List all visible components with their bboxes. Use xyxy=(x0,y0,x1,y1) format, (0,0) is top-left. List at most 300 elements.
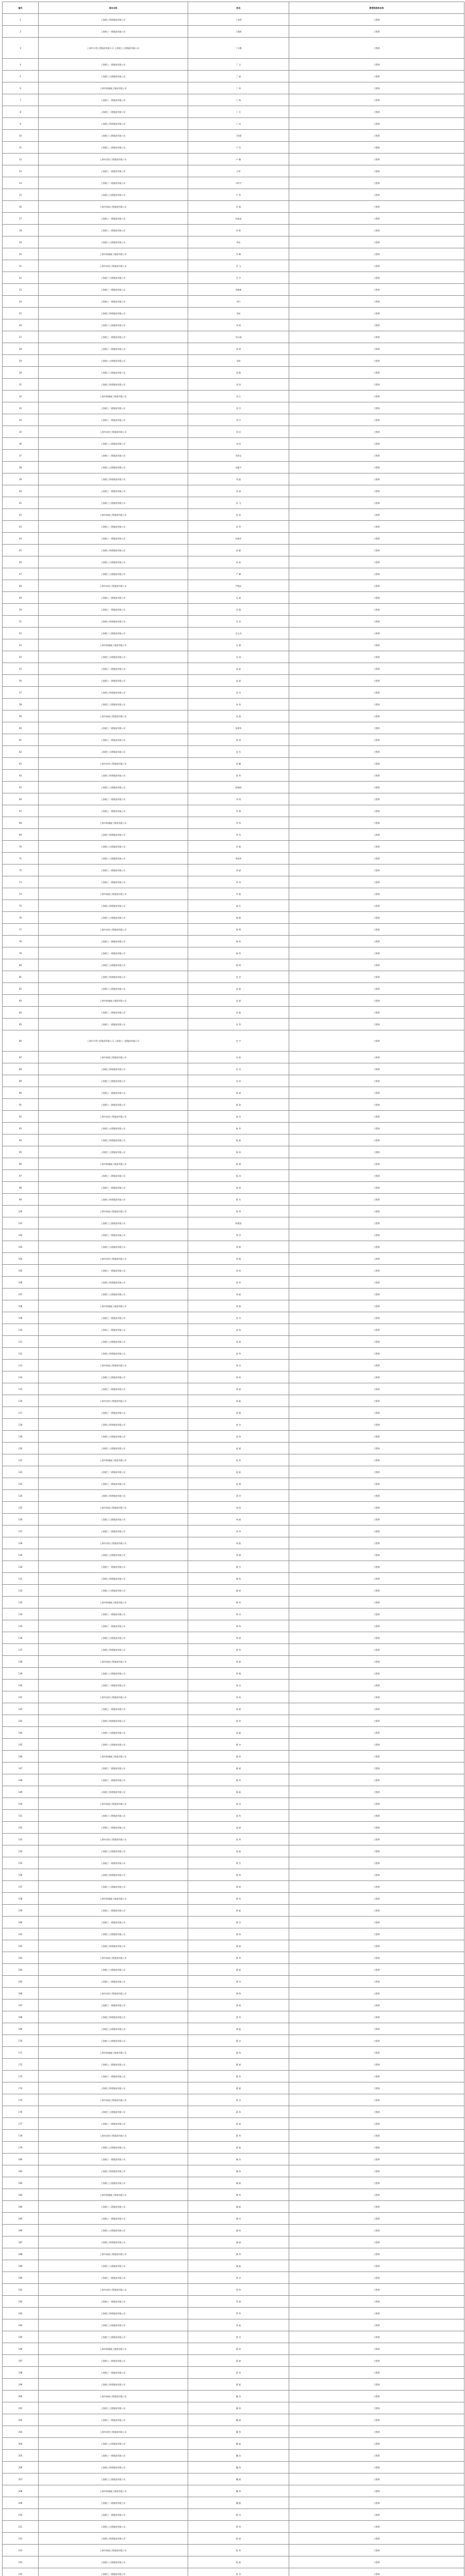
table-row xyxy=(3,1739,464,1751)
cell-name: 魏 磊 xyxy=(188,2497,289,2509)
table-row xyxy=(3,1419,464,1431)
cell-unit: 上海市机械施工集团有限公司 xyxy=(39,1158,188,1170)
cell-unit: 上海市基础工程集团有限公司 xyxy=(39,2094,188,2106)
table-row xyxy=(3,1881,464,1893)
cell-unit: 上海市基础工程集团有限公司 xyxy=(39,201,188,213)
table-row xyxy=(3,1007,464,1019)
cell-unit: 上海市水利工程集团有限公司 上海建工二建集团有限公司 xyxy=(39,1030,188,1052)
cell-no: 90 xyxy=(3,1087,39,1099)
cell-no: 140 xyxy=(3,1680,39,1691)
cell-no: 168 xyxy=(3,2011,39,2023)
cell-role: 工程师 xyxy=(289,71,464,82)
cell-no: 54 xyxy=(3,651,39,663)
cell-role: 工程师 xyxy=(289,1395,464,1407)
cell-no: 78 xyxy=(3,936,39,947)
cell-name: 魏 斌 xyxy=(188,2473,289,2485)
cell-role: 工程师 xyxy=(289,319,464,331)
table-row xyxy=(3,1573,464,1585)
cell-role: 工程师 xyxy=(289,1585,464,1597)
table-row xyxy=(3,651,464,663)
table-row xyxy=(3,936,464,947)
cell-no: 41 xyxy=(3,497,39,509)
table-row xyxy=(3,1312,464,1324)
cell-role: 工程师 xyxy=(289,438,464,450)
cell-unit: 上海建工五建集团有限公司 xyxy=(39,959,188,971)
cell-name: 姚 杰 xyxy=(188,1561,289,1573)
table-row xyxy=(3,1170,464,1182)
cell-unit: 上海建工五建集团有限公司 xyxy=(39,2319,188,2331)
cell-unit: 上海建工五建集团有限公司 xyxy=(39,355,188,367)
cell-unit: 上海建工二建集团有限公司 xyxy=(39,2059,188,2071)
cell-unit: 上海建工二建集团有限公司 xyxy=(39,2272,188,2284)
cell-no: 112 xyxy=(3,1348,39,1360)
table-row xyxy=(3,414,464,426)
cell-name: 赵 磊 xyxy=(188,1466,289,1478)
cell-unit: 上海建工五建集团有限公司 xyxy=(39,1727,188,1739)
cell-name: 杨 明 xyxy=(188,959,289,971)
cell-role: 工程师 xyxy=(289,165,464,177)
cell-role: 工程师 xyxy=(289,248,464,260)
cell-role: 工程师 xyxy=(289,2201,464,2213)
table-row xyxy=(3,1715,464,1727)
cell-unit: 上海建工四建集团有限公司 xyxy=(39,2379,188,2391)
cell-unit: 上海建工七建集团有限公司 xyxy=(39,367,188,379)
cell-unit: 上海市机械施工集团有限公司 xyxy=(39,995,188,1007)
cell-name: 顾 斌 xyxy=(188,1762,289,1774)
cell-unit: 上海市机械施工集团有限公司 xyxy=(39,2189,188,2201)
cell-no: 59 xyxy=(3,710,39,722)
cell-unit: 上海建工五建集团有限公司 xyxy=(39,189,188,201)
cell-unit: 上海建工二建集团有限公司 xyxy=(39,106,188,118)
cell-no: 190 xyxy=(3,2272,39,2284)
cell-unit: 上海建工一建集团有限公司 xyxy=(39,1620,188,1632)
cell-name: 薛 伟 xyxy=(188,2343,289,2355)
cell-role: 工程师 xyxy=(289,1360,464,1371)
cell-role: 工程师 xyxy=(289,2154,464,2165)
cell-unit: 上海建工二建集团有限公司 xyxy=(39,592,188,604)
cell-unit: 上海建工七建集团有限公司 xyxy=(39,1514,188,1526)
table-row xyxy=(3,1019,464,1030)
table-row xyxy=(3,2319,464,2331)
cell-no: 191 xyxy=(3,2284,39,2296)
cell-no: 110 xyxy=(3,1324,39,1336)
cell-unit: 上海建工二建集团有限公司 xyxy=(39,521,188,533)
cell-role: 工程师 xyxy=(289,651,464,663)
cell-unit: 上海建工五建集团有限公司 xyxy=(39,2142,188,2154)
table-row xyxy=(3,2355,464,2367)
cell-role: 工程师 xyxy=(289,1229,464,1241)
table-row xyxy=(3,379,464,391)
cell-no: 103 xyxy=(3,1241,39,1253)
table-row xyxy=(3,391,464,402)
cell-name: 丁天德 xyxy=(188,38,289,59)
cell-no: 186 xyxy=(3,2225,39,2236)
cell-unit: 上海建工一建集团有限公司 xyxy=(39,1182,188,1194)
cell-no: 88 xyxy=(3,1063,39,1075)
cell-no: 193 xyxy=(3,2308,39,2319)
cell-name: 高 杰 xyxy=(188,1798,289,1810)
cell-unit: 上海建工二建集团有限公司 xyxy=(39,1762,188,1774)
cell-name: 黄 华 xyxy=(188,1893,289,1905)
cell-no: 1 xyxy=(3,14,39,26)
cell-name: 魏 华 xyxy=(188,2485,289,2497)
cell-name: 孙 华 xyxy=(188,521,289,533)
cell-name: 孙建军 xyxy=(188,533,289,545)
cell-role: 工程师 xyxy=(289,888,464,900)
cell-no: 160 xyxy=(3,1917,39,1928)
cell-no: 84 xyxy=(3,1007,39,1019)
cell-no: 93 xyxy=(3,1123,39,1134)
cell-name: 陈 斌 xyxy=(188,1087,289,1099)
table-row xyxy=(3,1158,464,1170)
table-row xyxy=(3,450,464,462)
table-row xyxy=(3,2023,464,2035)
cell-unit: 上海建工四建集团有限公司 xyxy=(39,1715,188,1727)
table-row xyxy=(3,1431,464,1443)
cell-unit: 上海市机械施工集团有限公司 xyxy=(39,82,188,94)
cell-no: 120 xyxy=(3,1443,39,1454)
cell-role: 工程师 xyxy=(289,1419,464,1431)
table-row xyxy=(3,1514,464,1526)
cell-name: 杨 帆 xyxy=(188,912,289,924)
cell-name: 吴文杰 xyxy=(188,628,289,639)
cell-unit: 上海建工一建集团有限公司 xyxy=(39,876,188,888)
cell-name: 陈 俊 xyxy=(188,1099,289,1111)
table-row xyxy=(3,865,464,876)
cell-no: 151 xyxy=(3,1810,39,1822)
cell-no: 19 xyxy=(3,236,39,248)
cell-unit: 上海建工二建集团有限公司 xyxy=(39,1526,188,1537)
cell-name: 黄 伟 xyxy=(188,1869,289,1881)
cell-unit: 上海建工五建集团有限公司 xyxy=(39,2023,188,2035)
table-row xyxy=(3,2236,464,2248)
cell-name: 曹 杰 xyxy=(188,1917,289,1928)
cell-unit: 上海建工四建集团有限公司 xyxy=(39,2165,188,2177)
header-role: 教授级职称名称 xyxy=(289,2,464,14)
table-row xyxy=(3,1111,464,1123)
cell-unit: 上海市基础工程集团有限公司 xyxy=(39,2391,188,2402)
cell-name: 陈 磊 xyxy=(188,1134,289,1146)
table-row xyxy=(3,2391,464,2402)
table-row xyxy=(3,2272,464,2284)
table-row xyxy=(3,2438,464,2450)
table-row xyxy=(3,1644,464,1656)
cell-no: 60 xyxy=(3,722,39,734)
cell-role: 工程师 xyxy=(289,841,464,853)
cell-name: 黄 磊 xyxy=(188,1905,289,1917)
table-row xyxy=(3,1336,464,1348)
cell-unit: 上海市安装工程集团有限公司 xyxy=(39,2130,188,2142)
cell-unit: 上海建工二建集团有限公司 xyxy=(39,1680,188,1691)
cell-no: 61 xyxy=(3,734,39,746)
table-row xyxy=(3,2284,464,2296)
cell-role: 工程师 xyxy=(289,699,464,710)
cell-name: 谢 华 xyxy=(188,2189,289,2201)
cell-role: 工程师 xyxy=(289,2391,464,2402)
cell-unit: 上海建工七建集团有限公司 xyxy=(39,699,188,710)
cell-name: 张 磊 xyxy=(188,663,289,675)
table-row xyxy=(3,1976,464,1988)
cell-name: 潘 伟 xyxy=(188,2225,289,2236)
table-row xyxy=(3,142,464,154)
cell-name: 李 斌 xyxy=(188,865,289,876)
table-row xyxy=(3,1454,464,1466)
cell-name: 钱 斌 xyxy=(188,1703,289,1715)
cell-no: 144 xyxy=(3,1727,39,1739)
table-row xyxy=(3,675,464,687)
table-row xyxy=(3,1905,464,1917)
cell-role: 工程师 xyxy=(289,758,464,770)
cell-no: 181 xyxy=(3,2165,39,2177)
cell-role: 工程师 xyxy=(289,284,464,296)
cell-name: 蔡 伟 xyxy=(188,2284,289,2296)
cell-no: 179 xyxy=(3,2142,39,2154)
cell-name: 徐 伟 xyxy=(188,1620,289,1632)
cell-no: 35 xyxy=(3,426,39,438)
table-row xyxy=(3,2071,464,2082)
cell-no: 212 xyxy=(3,2533,39,2545)
cell-name: 刘 杰 xyxy=(188,402,289,414)
table-row xyxy=(3,2118,464,2130)
cell-unit: 上海市基础工程集团有限公司 xyxy=(39,1360,188,1371)
cell-unit: 上海建工七建集团有限公司 xyxy=(39,1146,188,1158)
table-row xyxy=(3,1537,464,1549)
cell-unit: 上海建工二建集团有限公司 xyxy=(39,2201,188,2213)
cell-name: 周 强 xyxy=(188,1300,289,1312)
cell-name: 刘泉 xyxy=(188,308,289,319)
cell-role: 工程师 xyxy=(289,2367,464,2379)
cell-unit: 上海建工七建集团有限公司 xyxy=(39,1668,188,1680)
cell-name: 沈 磊 xyxy=(188,1007,289,1019)
cell-role: 工程师 xyxy=(289,2450,464,2462)
cell-unit: 上海建工四建集团有限公司 xyxy=(39,900,188,912)
table-row xyxy=(3,319,464,331)
cell-unit: 上海市水利工程集团有限公司 上海建工七建集团有限公司 xyxy=(39,38,188,59)
table-row xyxy=(3,1822,464,1834)
cell-role: 工程师 xyxy=(289,260,464,272)
cell-no: 166 xyxy=(3,1988,39,1999)
cell-unit: 上海建工四建集团有限公司 xyxy=(39,118,188,130)
table-row xyxy=(3,983,464,995)
table-row xyxy=(3,130,464,142)
cell-no: 128 xyxy=(3,1537,39,1549)
cell-name: 戴 华 xyxy=(188,2426,289,2438)
cell-name: 徐 华 xyxy=(188,1644,289,1656)
table-row xyxy=(3,402,464,414)
cell-unit: 上海建工二建集团有限公司 xyxy=(39,2118,188,2130)
cell-role: 工程师 xyxy=(289,509,464,521)
table-row xyxy=(3,1727,464,1739)
table-row xyxy=(3,59,464,71)
table-row xyxy=(3,1395,464,1407)
cell-role: 工程师 xyxy=(289,1881,464,1893)
cell-no: 5 xyxy=(3,71,39,82)
cell-no: 10 xyxy=(3,130,39,142)
cell-role: 工程师 xyxy=(289,1170,464,1182)
cell-role: 工程师 xyxy=(289,1644,464,1656)
table-row xyxy=(3,71,464,82)
cell-role: 工程师 xyxy=(289,2236,464,2248)
cell-no: 162 xyxy=(3,1940,39,1952)
cell-unit: 上海建工五建集团有限公司 xyxy=(39,746,188,758)
cell-unit: 上海建工四建集团有限公司 xyxy=(39,1063,188,1075)
cell-no: 139 xyxy=(3,1668,39,1680)
table-row xyxy=(3,2509,464,2521)
cell-no: 214 xyxy=(3,2556,39,2568)
table-row xyxy=(3,2189,464,2201)
table-row xyxy=(3,746,464,758)
cell-unit: 上海建工四建集团有限公司 xyxy=(39,616,188,628)
cell-name: 龚 斌 xyxy=(188,1999,289,2011)
cell-role: 工程师 xyxy=(289,2331,464,2343)
cell-role: 工程师 xyxy=(289,1988,464,1999)
cell-unit: 上海市安装工程集团有限公司 xyxy=(39,426,188,438)
cell-unit: 上海建工七建集团有限公司 xyxy=(39,1289,188,1300)
cell-no: 164 xyxy=(3,1964,39,1976)
cell-name: 姚 伟 xyxy=(188,1573,289,1585)
cell-unit: 上海建工四建集团有限公司 xyxy=(39,473,188,485)
cell-unit: 上海建工四建集团有限公司 xyxy=(39,1134,188,1146)
cell-role: 工程师 xyxy=(289,853,464,865)
cell-name: 胡 强 xyxy=(188,1549,289,1561)
cell-unit: 上海建工四建集团有限公司 xyxy=(39,2082,188,2094)
cell-unit: 上海市安装工程集团有限公司 xyxy=(39,924,188,936)
cell-unit: 上海建工一建集团有限公司 xyxy=(39,1774,188,1786)
cell-name: 卢 冬 xyxy=(188,189,289,201)
table-row xyxy=(3,1194,464,1206)
cell-no: 169 xyxy=(3,2023,39,2035)
table-row xyxy=(3,947,464,959)
table-row xyxy=(3,568,464,580)
cell-role: 工程师 xyxy=(289,1845,464,1857)
cell-no: 24 xyxy=(3,296,39,308)
table-row xyxy=(3,189,464,201)
cell-no: 94 xyxy=(3,1134,39,1146)
cell-no: 34 xyxy=(3,414,39,426)
cell-role: 工程师 xyxy=(289,687,464,699)
cell-no: 23 xyxy=(3,284,39,296)
cell-no: 142 xyxy=(3,1703,39,1715)
cell-no: 154 xyxy=(3,1845,39,1857)
cell-unit: 上海市安装工程集团有限公司 xyxy=(39,580,188,592)
cell-name: 丁秋菊 xyxy=(188,130,289,142)
cell-no: 206 xyxy=(3,2462,39,2473)
cell-name: 曹 华 xyxy=(188,1952,289,1964)
cell-no: 167 xyxy=(3,1999,39,2011)
cell-unit: 上海建工五建集团有限公司 xyxy=(39,1845,188,1857)
cell-unit: 上海建工七建集团有限公司 xyxy=(39,853,188,865)
cell-role: 工程师 xyxy=(289,1241,464,1253)
cell-no: 143 xyxy=(3,1715,39,1727)
cell-role: 工程师 xyxy=(289,1182,464,1194)
cell-unit: 上海建工七建集团有限公司 xyxy=(39,236,188,248)
cell-no: 32 xyxy=(3,391,39,402)
cell-name: 严 峰 xyxy=(188,568,289,580)
cell-role: 工程师 xyxy=(289,639,464,651)
cell-name: 胡 斌 xyxy=(188,1514,289,1526)
cell-no: 83 xyxy=(3,995,39,1007)
cell-role: 工程师 xyxy=(289,2130,464,2142)
cell-unit: 上海建工七建集团有限公司 xyxy=(39,1371,188,1383)
cell-role: 工程师 xyxy=(289,628,464,639)
cell-no: 152 xyxy=(3,1822,39,1834)
cell-no: 3 xyxy=(3,38,39,59)
cell-unit: 上海建工一建集团有限公司 xyxy=(39,296,188,308)
cell-unit: 上海建工四建集团有限公司 xyxy=(39,2462,188,2473)
table-row xyxy=(3,284,464,296)
cell-name: 陈 伟 xyxy=(188,1146,289,1158)
cell-role: 工程师 xyxy=(289,1739,464,1751)
cell-role: 工程师 xyxy=(289,817,464,829)
cell-name: 蒋 伟 xyxy=(188,2106,289,2118)
cell-no: 71 xyxy=(3,853,39,865)
table-row xyxy=(3,2201,464,2213)
table-row xyxy=(3,1940,464,1952)
cell-name: 李 强 xyxy=(188,805,289,817)
cell-no: 195 xyxy=(3,2331,39,2343)
table-row xyxy=(3,1691,464,1703)
cell-no: 170 xyxy=(3,2035,39,2047)
cell-name: 郑 伟 xyxy=(188,1371,289,1383)
cell-role: 工程师 xyxy=(289,225,464,236)
cell-role: 工程师 xyxy=(289,1822,464,1834)
cell-no: 45 xyxy=(3,545,39,556)
cell-unit: 上海建工一建集团有限公司 xyxy=(39,2071,188,2082)
cell-name: 陈 强 xyxy=(188,1158,289,1170)
cell-unit: 上海建工四建集团有限公司 xyxy=(39,2533,188,2545)
cell-no: 163 xyxy=(3,1952,39,1964)
cell-role: 工程师 xyxy=(289,2272,464,2284)
cell-no: 159 xyxy=(3,1905,39,1917)
cell-role: 工程师 xyxy=(289,2568,464,2576)
cell-name: 李 磊 xyxy=(188,888,289,900)
cell-unit: 上海市机械施工集团有限公司 xyxy=(39,1893,188,1905)
cell-role: 工程师 xyxy=(289,2556,464,2568)
table-row xyxy=(3,1407,464,1419)
cell-name: 孙 飞 xyxy=(188,497,289,509)
cell-name: 徐 杰 xyxy=(188,1608,289,1620)
table-row xyxy=(3,2426,464,2438)
cell-no: 108 xyxy=(3,1300,39,1312)
cell-no: 106 xyxy=(3,1277,39,1289)
table-row xyxy=(3,2082,464,2094)
cell-role: 工程师 xyxy=(289,236,464,248)
cell-role: 工程师 xyxy=(289,82,464,94)
cell-unit: 上海建工四建集团有限公司 xyxy=(39,2308,188,2319)
cell-name: 谢 伟 xyxy=(188,2165,289,2177)
cell-no: 6 xyxy=(3,82,39,94)
cell-name: 卢伟 xyxy=(188,165,289,177)
cell-name: 齐东 xyxy=(188,236,289,248)
cell-role: 工程师 xyxy=(289,38,464,59)
cell-no: 156 xyxy=(3,1869,39,1881)
cell-no: 91 xyxy=(3,1099,39,1111)
table-row xyxy=(3,26,464,38)
cell-role: 工程师 xyxy=(289,2225,464,2236)
cell-unit: 上海建工一建集团有限公司 xyxy=(39,59,188,71)
table-row xyxy=(3,1134,464,1146)
cell-no: 124 xyxy=(3,1490,39,1502)
table-row xyxy=(3,225,464,236)
cell-name: 程 华 xyxy=(188,2545,289,2556)
table-row xyxy=(3,1893,464,1905)
cell-no: 26 xyxy=(3,319,39,331)
cell-unit: 上海建工七建集团有限公司 xyxy=(39,782,188,793)
cell-name: 丁 斌 xyxy=(188,71,289,82)
cell-unit: 上海建工七建集团有限公司 xyxy=(39,2402,188,2414)
cell-role: 工程师 xyxy=(289,2106,464,2118)
cell-name: 龚 伟 xyxy=(188,1988,289,1999)
